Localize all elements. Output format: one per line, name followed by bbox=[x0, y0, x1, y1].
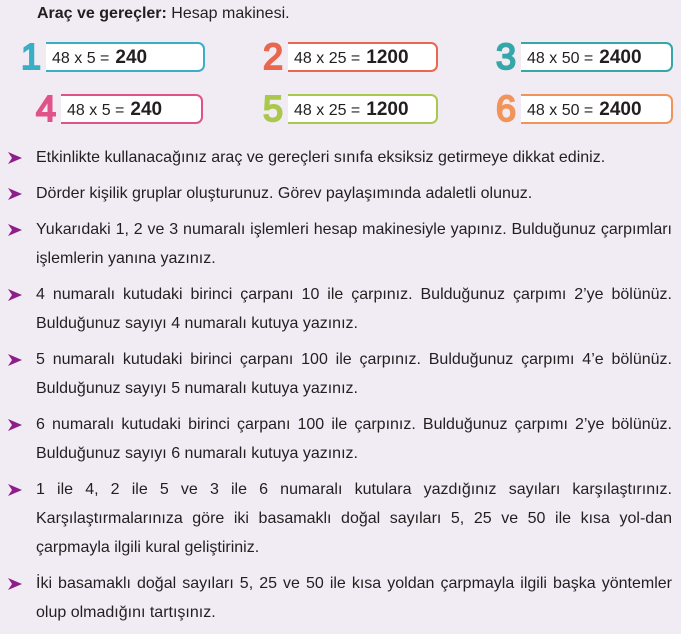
expression-result: 240 bbox=[130, 99, 163, 120]
box-number: 4 bbox=[31, 90, 61, 128]
exercise-box-1 bbox=[20, 36, 205, 77]
tools-line bbox=[37, 4, 290, 24]
instruction-text: 6 numaralı kutudaki birinci çarpanı 100 ile çarpınız. Bulduğunuz çarpımı 2’ye bölünüz. Bulduğunuz sayıyı 6 numaralı kutuya yazınız. bbox=[36, 416, 672, 462]
tools-label: Araç ve gereçler: bbox=[37, 5, 167, 22]
box-expression bbox=[527, 100, 642, 121]
expression-result: 1200 bbox=[366, 99, 409, 120]
expression-result: 2400 bbox=[599, 47, 642, 68]
box-number: 5 bbox=[258, 90, 288, 128]
box-expression bbox=[294, 48, 409, 69]
box-expression bbox=[294, 100, 409, 121]
box-number: 6 bbox=[491, 90, 521, 128]
arrow-bullet-icon bbox=[8, 419, 22, 431]
expression-result: 2400 bbox=[599, 99, 642, 120]
instruction-item bbox=[8, 475, 672, 562]
instruction-text: 1 ile 4, 2 ile 5 ve 3 ile 6 numaralı kutulara yazdığınız sayıları karşılaştırınız. Karşılaştırmalarınıza göre iki basamaklı doğal sayıları 5, 25 ve 50 ile kısa yol-dan çarpmayla ilgili kural geliştiriniz. bbox=[36, 481, 672, 556]
instruction-item bbox=[8, 143, 672, 172]
exercise-box-6 bbox=[495, 88, 673, 129]
tools-value: Hesap makinesi. bbox=[166, 5, 290, 22]
expression-text: 48 x 25 = bbox=[294, 50, 361, 67]
arrow-bullet-icon bbox=[8, 224, 22, 236]
instruction-text: Dörder kişilik gruplar oluşturunuz. Görev paylaşımında adaletli olunuz. bbox=[36, 185, 533, 202]
instruction-item bbox=[8, 179, 672, 208]
box-expression bbox=[52, 48, 147, 69]
box-number: 1 bbox=[16, 38, 46, 76]
arrow-bullet-icon bbox=[8, 188, 22, 200]
expression-text: 48 x 25 = bbox=[294, 102, 361, 119]
instruction-item bbox=[8, 410, 672, 468]
exercise-box-3 bbox=[495, 36, 673, 77]
expression-text: 48 x 50 = bbox=[527, 102, 594, 119]
expression-text: 48 x 50 = bbox=[527, 50, 594, 67]
exercise-box-4 bbox=[35, 88, 203, 129]
box-expression bbox=[67, 100, 162, 121]
arrow-bullet-icon bbox=[8, 152, 22, 164]
arrow-bullet-icon bbox=[8, 354, 22, 366]
exercise-box-2 bbox=[262, 36, 438, 77]
instruction-text: 4 numaralı kutudaki birinci çarpanı 10 ile çarpınız. Bulduğunuz çarpımı 2’ye bölünüz. Bulduğunuz sayıyı 4 numaralı kutuya yazınız. bbox=[36, 286, 672, 332]
instruction-text: İki basamaklı doğal sayıları 5, 25 ve 50 ile kısa yoldan çarpmayla ilgili başka yöntemler olup olmadığını tartışınız. bbox=[36, 575, 672, 621]
arrow-bullet-icon bbox=[8, 289, 22, 301]
box-number: 3 bbox=[491, 38, 521, 76]
instruction-text: Yukarıdaki 1, 2 ve 3 numaralı işlemleri hesap makinesiyle yapınız. Bulduğunuz çarpımları işlemlerin yanına yazınız. bbox=[36, 221, 672, 267]
instruction-list bbox=[8, 143, 672, 634]
arrow-bullet-icon bbox=[8, 484, 22, 496]
arrow-bullet-icon bbox=[8, 578, 22, 590]
instruction-item bbox=[8, 345, 672, 403]
exercise-box-5 bbox=[262, 88, 438, 129]
expression-text: 48 x 5 = bbox=[52, 50, 110, 67]
expression-text: 48 x 5 = bbox=[67, 102, 125, 119]
instruction-item bbox=[8, 215, 672, 273]
instruction-item bbox=[8, 569, 672, 627]
instruction-text: Etkinlikte kullanacağınız araç ve gereçleri sınıfa eksiksiz getirmeye dikkat ediniz. bbox=[36, 149, 606, 166]
box-number: 2 bbox=[258, 38, 288, 76]
expression-result: 240 bbox=[115, 47, 148, 68]
expression-result: 1200 bbox=[366, 47, 409, 68]
instruction-item bbox=[8, 280, 672, 338]
box-expression bbox=[527, 48, 642, 69]
instruction-text: 5 numaralı kutudaki birinci çarpanı 100 ile çarpınız. Bulduğunuz çarpımı 4’e bölünüz. Bulduğunuz sayıyı 5 numaralı kutuya yazınız. bbox=[36, 351, 672, 397]
